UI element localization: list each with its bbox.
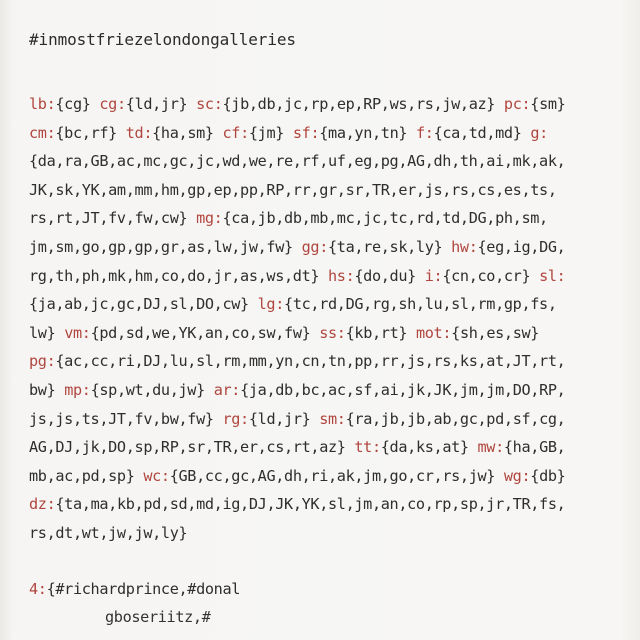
entry-values: {cg}	[55, 95, 100, 113]
entry-key: pc:	[503, 95, 531, 113]
entry-key: hs:	[327, 266, 355, 285]
entry-key: dz:	[29, 495, 56, 514]
entry-values: {kb,rt}	[345, 323, 416, 342]
entry-values: jm,sm,go,gp,gp,gr,as,lw,jw,fw}	[29, 237, 302, 256]
code-line	[29, 462, 614, 491]
entry-values: {bc,rf}	[55, 123, 126, 142]
entry-key: mp:	[64, 380, 91, 399]
entry-values: {ha,sm}	[152, 123, 223, 142]
entry-values: rs,rt,JT,fv,fw,cw}	[29, 209, 197, 228]
entry-values: {do,du}	[354, 266, 425, 285]
entry-values: js,js,ts,JT,fv,bw,fw}	[29, 409, 223, 428]
entry-values: bw}	[29, 380, 65, 399]
entry-values: {ac,cc,ri,DJ,lu,sl,rm,mm,yn,cn,tn,pp,rr,js,rs,ks,at,JT,rt,	[55, 352, 566, 371]
code-line	[29, 290, 614, 319]
code-line	[29, 176, 614, 205]
entry-key: wc:	[143, 466, 170, 485]
code-block	[29, 90, 614, 548]
entry-values: {sm}	[530, 95, 566, 113]
tail-text-1: {#richardprince,#donal	[46, 580, 241, 598]
entry-key: cf:	[222, 123, 249, 142]
entry-key: tt:	[354, 438, 381, 457]
code-line	[29, 519, 614, 548]
entry-values: {ja,ab,jc,gc,DJ,sl,DO,cw}	[29, 295, 258, 314]
entry-key: lb:	[29, 95, 56, 113]
entry-key: sl:	[539, 266, 566, 285]
entry-values: rs,dt,wt,jw,jw,ly}	[29, 523, 188, 542]
entry-values: {ca,td,md}	[433, 123, 531, 142]
entry-values: JK,sk,YK,am,mm,hm,gp,ep,pp,RP,rr,gr,sr,TR,er,js,rs,cs,es,ts,	[29, 180, 557, 199]
entry-key: wg:	[503, 466, 531, 485]
code-line	[29, 147, 614, 176]
entry-key: f:	[415, 123, 434, 142]
code-line	[29, 376, 614, 405]
code-line	[29, 319, 614, 348]
entry-key: lg:	[257, 295, 285, 314]
code-line	[29, 347, 614, 376]
entry-key: sf:	[292, 123, 320, 142]
code-line	[29, 119, 614, 148]
code-line	[29, 262, 614, 291]
entry-values: {ma,yn,tn}	[319, 123, 416, 142]
entry-key: ss:	[319, 323, 346, 342]
entry-values: {ta,re,sk,ly}	[328, 237, 452, 256]
entry-key: sm:	[319, 409, 346, 428]
entry-key: cm:	[29, 123, 56, 142]
entry-key: ar:	[213, 380, 241, 399]
code-line	[29, 433, 614, 462]
entry-values: {eg,ig,DG,	[477, 237, 566, 256]
entry-values: {ld,jr}	[248, 409, 320, 428]
code-line	[29, 405, 614, 434]
entry-values: AG,DJ,jk,DO,sp,RP,sr,TR,er,cs,rt,az}	[29, 438, 355, 457]
entry-key: rg:	[222, 409, 249, 428]
entry-key: gg:	[301, 237, 328, 256]
entry-key: mot:	[415, 323, 452, 342]
entry-values: {ta,ma,kb,pd,sd,md,ig,DJ,JK,YK,sl,jm,an,co,rp,sp,jr,TR,fs,	[55, 495, 566, 514]
code-line	[29, 204, 614, 233]
entry-key: vm:	[64, 323, 91, 342]
tail-line-1	[29, 580, 240, 598]
entry-values: {jb,db,jc,rp,ep,RP,ws,rs,jw,az}	[222, 95, 504, 113]
entry-values: {da,ks,at}	[380, 438, 478, 457]
entry-values: {GB,cc,gc,AG,dh,ri,ak,jm,go,cr,rs,jw}	[169, 466, 504, 485]
hashtag-title: #inmostfriezelondongalleries	[29, 30, 296, 49]
entry-values: {ca,jb,db,mb,mc,jc,tc,rd,td,DG,ph,sm,	[222, 209, 548, 228]
entry-values: {da,ra,GB,ac,mc,gc,jc,wd,we,re,rf,uf,eg,pg,AG,dh,th,ai,mk,ak,	[29, 152, 566, 171]
entry-values: {ra,jb,jb,ab,gc,pd,sf,cg,	[345, 409, 566, 428]
entry-values: {tc,rd,DG,rg,sh,lu,sl,rm,gp,fs,	[284, 295, 557, 314]
entry-key: mg:	[196, 209, 223, 228]
entry-values: mb,ac,pd,sp}	[29, 466, 144, 485]
code-line	[29, 490, 614, 519]
entry-key: hw:	[451, 237, 478, 256]
entry-key: td:	[125, 123, 153, 142]
entry-key: mw:	[477, 438, 504, 457]
entry-values: rg,th,ph,mk,hm,co,do,jr,as,ws,dt}	[29, 266, 328, 285]
entry-values: {pd,sd,we,YK,an,co,sw,fw}	[90, 323, 320, 342]
entry-values: {jm}	[248, 123, 293, 142]
entry-values: {db}	[530, 466, 566, 485]
entry-values: {cn,co,cr}	[442, 266, 540, 285]
entry-values: {sh,es,sw}	[451, 323, 540, 342]
tail-key: 4:	[29, 580, 47, 598]
code-line	[29, 90, 614, 119]
entry-key: sc:	[196, 95, 223, 113]
entry-key: g:	[530, 123, 548, 142]
entry-values: {sp,wt,du,jw}	[90, 380, 214, 399]
entry-values: {ja,db,bc,ac,sf,ai,jk,JK,jm,jm,DO,RP,	[240, 380, 566, 399]
entry-key: i:	[424, 266, 443, 285]
entry-values: {ha,GB,	[503, 438, 566, 457]
entry-values: {ld,jr}	[125, 95, 197, 113]
entry-key: cg:	[99, 95, 126, 113]
code-line	[29, 233, 614, 262]
entry-key: pg:	[29, 352, 56, 371]
entry-values: lw}	[29, 323, 65, 342]
tail-line-2: gboseriitz,#	[105, 608, 211, 626]
